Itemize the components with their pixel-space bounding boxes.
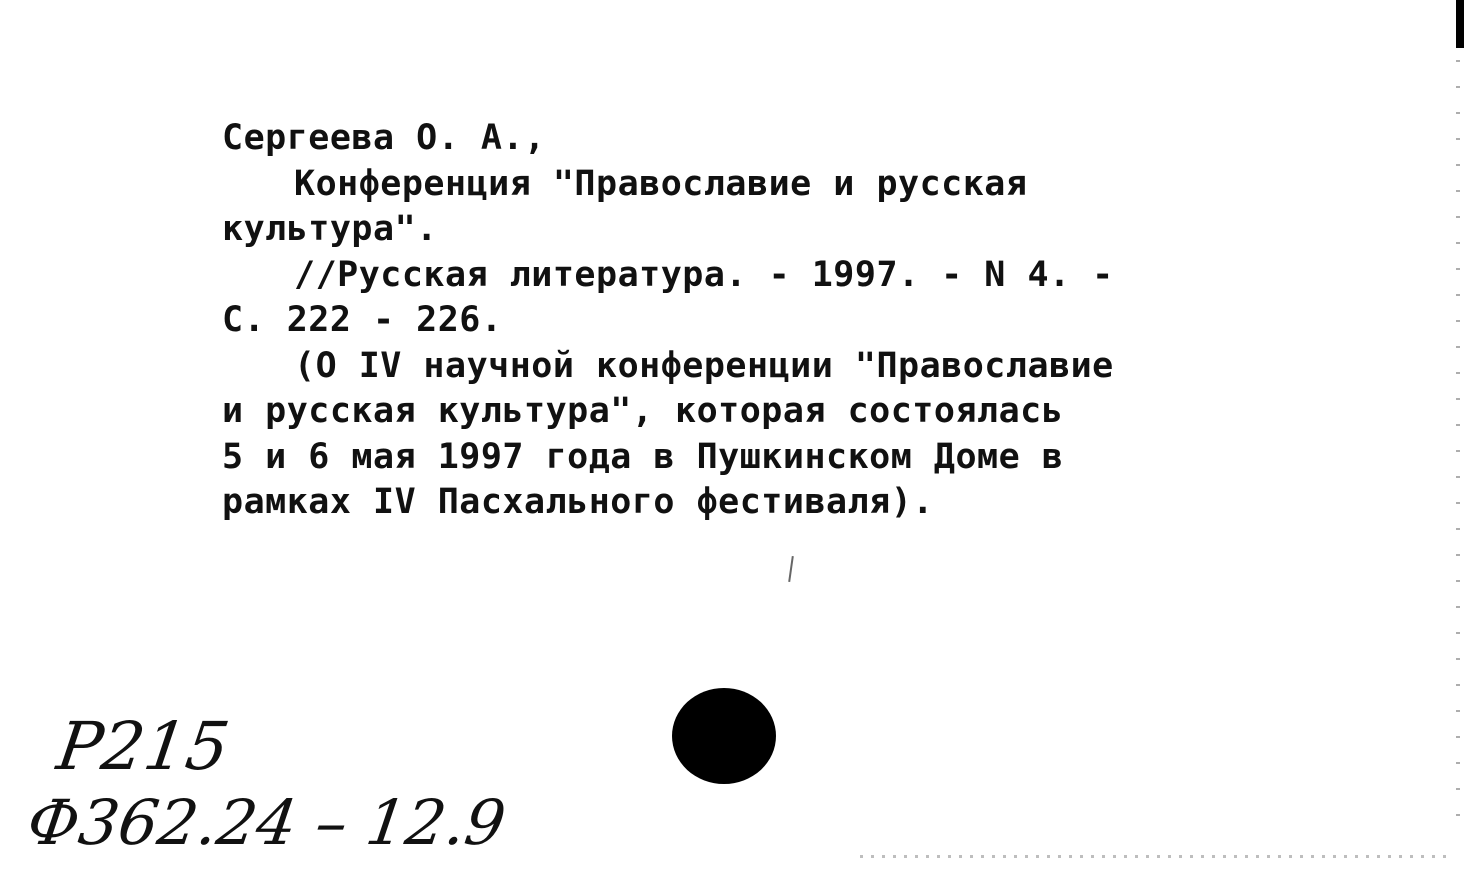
scan-edge-noise	[1456, 60, 1460, 840]
entry-annotation-line-4: рамках IV Пасхального фестиваля).	[222, 482, 934, 522]
card-edge-mark	[1456, 0, 1464, 48]
entry-annotation-line-2: и русская культура", которая состоялась	[222, 391, 1064, 431]
scan-bottom-noise	[860, 855, 1450, 858]
entry-source-line-1: //Русская литература. - 1997. - N 4. -	[294, 254, 1114, 295]
shelfmark-line-1: Р215	[52, 708, 234, 785]
entry-title-line-2: культура".	[222, 209, 438, 249]
entry-source-line-2: С. 222 - 226.	[222, 300, 503, 340]
bibliographic-entry	[222, 116, 1222, 526]
entry-author: Сергеева О. А.,	[222, 118, 546, 158]
punch-hole	[672, 688, 776, 784]
stray-pen-mark	[788, 556, 794, 582]
entry-annotation-line-1: (О IV научной конференции "Православие	[294, 345, 1114, 386]
shelfmark-line-2: Ф362.24 – 12.9	[22, 786, 511, 859]
entry-title-line-1: Конференция "Православие и русская	[294, 163, 1028, 204]
entry-annotation-line-3: 5 и 6 мая 1997 года в Пушкинском Доме в	[222, 436, 1064, 477]
